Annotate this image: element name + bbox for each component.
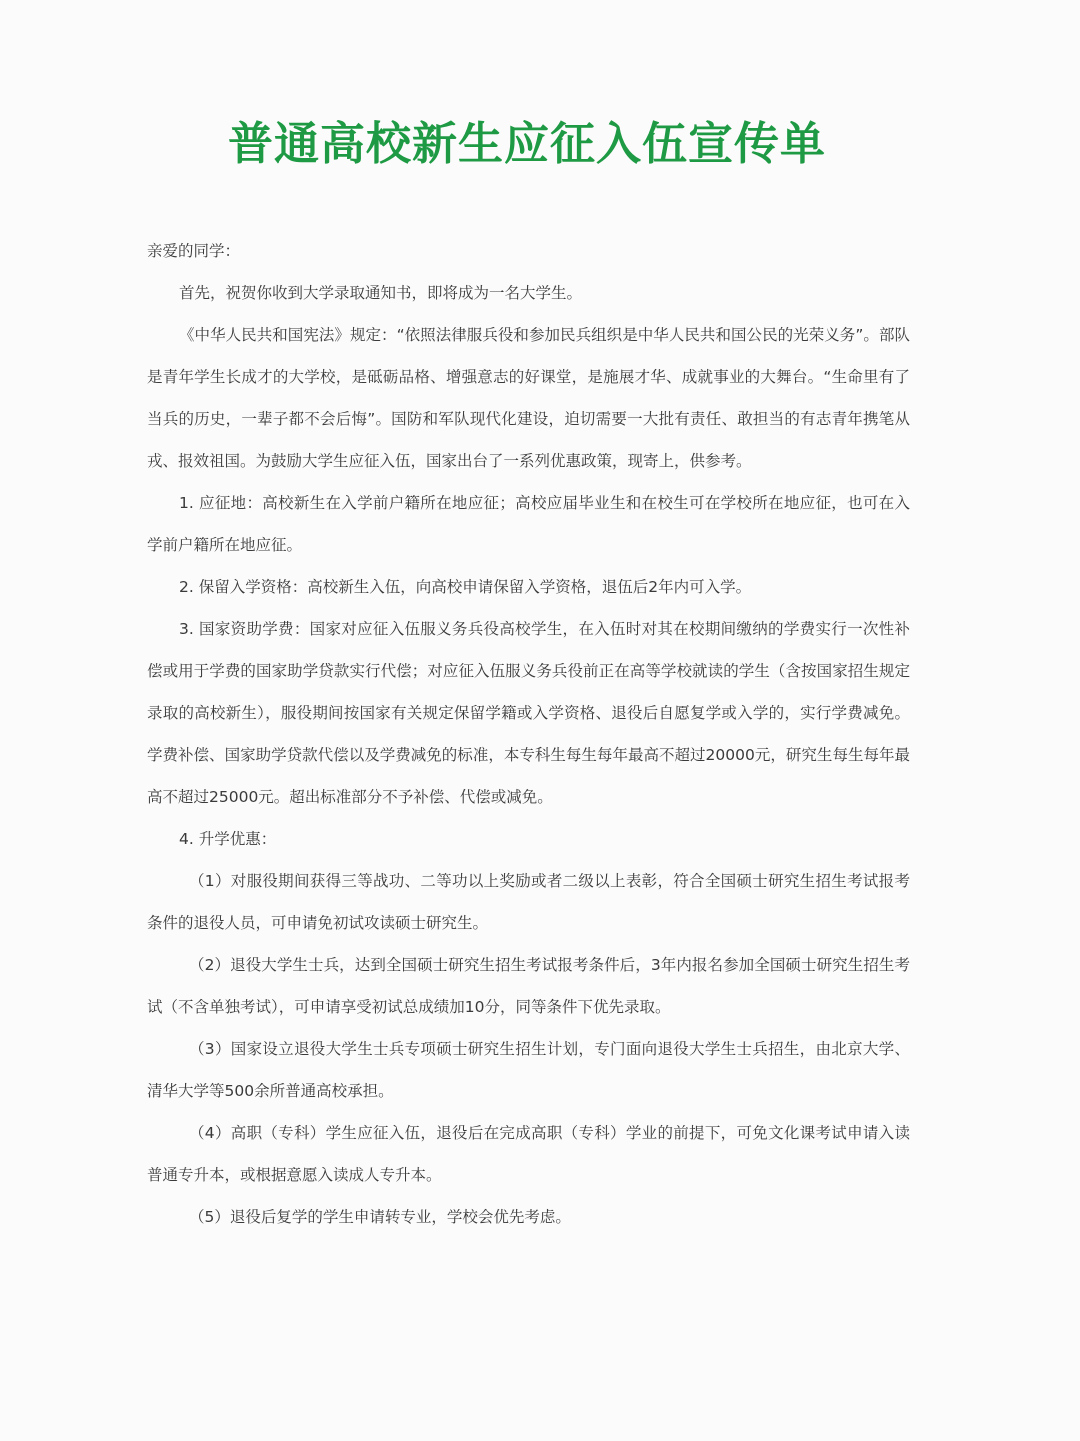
paragraph-congrats: 首先，祝贺你收到大学录取通知书，即将成为一名大学生。 xyxy=(179,284,583,302)
greeting: 亲爱的同学： xyxy=(147,242,241,260)
paragraph-tuition-aid: 3. 国家资助学费：国家对应征入伍服义务兵役高校学生，在入伍时对其在校期间缴纳的学费实行一次性补偿或用于学费的国家助学贷款实行代偿；对应征入伍服义务兵役前正在高等学校就读的学生（含按国家招生规定录取的高校新生），服役期间按国家有关规定保留学籍或入学资格、退役后自愿复学或入学的，实行学费减免。学费补偿、国家助学贷款代偿以及学费减免的标准，本专科生每生每年最高不超过20000元，研究生每生每年最高不超过25000元。超出标准部分不予补偿、代偿或减免。 xyxy=(147,620,910,806)
document-body xyxy=(147,230,910,1238)
sub-item-4: （4）高职（专科）学生应征入伍，退役后在完成高职（专科）学业的前提下，可免文化课考试申请入读普通专升本，或根据意愿入读成人专升本。 xyxy=(147,1124,910,1184)
sub-item-1: （1）对服役期间获得三等战功、二等功以上奖励或者二级以上表彰，符合全国硕士研究生招生考试报考条件的退役人员，可申请免初试攻读硕士研究生。 xyxy=(147,872,910,932)
paragraph-retain-admission: 2. 保留入学资格：高校新生入伍，向高校申请保留入学资格，退伍后2年内可入学。 xyxy=(179,578,752,596)
document-title: 普通高校新生应征入伍宣传单 xyxy=(227,117,826,170)
paragraph-constitution: 《中华人民共和国宪法》规定：“依照法律服兵役和参加民兵组织是中华人民共和国公民的光荣义务”。部队是青年学生长成才的大学校，是砥砺品格、增强意志的好课堂，是施展才华、成就事业的大舞台。“生命里有了当兵的历史，一辈子都不会后悔”。国防和军队现代化建设，迫切需要一大批有责任、敢担当的有志青年携笔从戎、报效祖国。为鼓励大学生应征入伍，国家出台了一系列优惠政策，现寄上，供参考。 xyxy=(147,326,910,470)
paragraph-enlistment-location: 1. 应征地：高校新生在入学前户籍所在地应征；高校应届毕业生和在校生可在学校所在地应征，也可在入学前户籍所在地应征。 xyxy=(147,494,910,554)
paragraph-further-study-heading: 4. 升学优惠： xyxy=(179,830,277,848)
sub-item-3: （3）国家设立退役大学生士兵专项硕士研究生招生计划，专门面向退役大学生士兵招生，由北京大学、清华大学等500余所普通高校承担。 xyxy=(147,1040,910,1100)
sub-item-2: （2）退役大学生士兵，达到全国硕士研究生招生考试报考条件后，3年内报名参加全国硕士研究生招生考试（不含单独考试），可申请享受初试总成绩加10分，同等条件下优先录取。 xyxy=(147,956,910,1016)
sub-item-5: （5）退役后复学的学生申请转专业，学校会优先考虑。 xyxy=(189,1208,571,1226)
